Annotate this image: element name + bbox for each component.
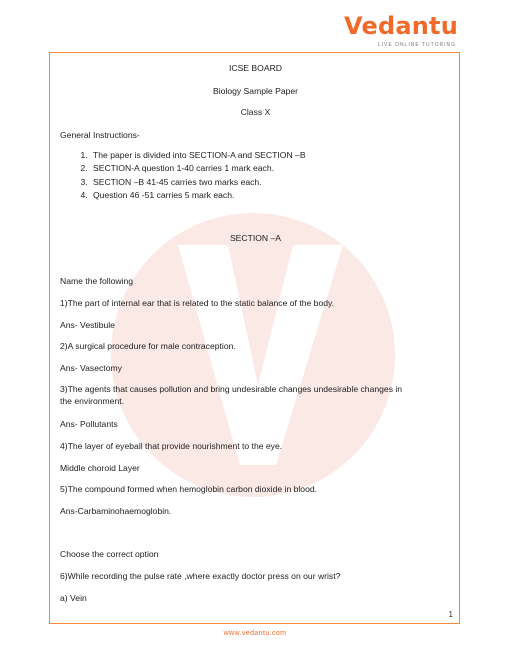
answer-5: Ans-Carbaminohaemoglobin. [60,506,172,516]
logo-text: Vedantu [344,12,458,40]
question-5: 5)The compound formed when hemoglobin carbon dioxide in blood. [60,484,318,494]
page-frame [49,52,460,624]
logo-tagline: LIVE ONLINE TUTORING [377,42,456,48]
question-4: 4)The layer of eyeball that provide nourishment to the eye. [60,441,283,451]
question-3-cont: the environment. [60,396,125,406]
answer-2: Ans- Vasectomy [60,363,122,373]
section-heading: SECTION –A [229,233,282,243]
name-heading: Name the following [60,276,134,286]
option-a: a) Vein [60,593,87,603]
answer-3: Ans- Pollutants [60,419,118,429]
instruction-item: 3. SECTION –B 41-45 carries two marks each. [90,177,306,188]
question-1: 1)The part of internal ear that is related to the static balance of the body. [60,298,335,308]
page-number: 1 [448,610,453,619]
instruction-item: 1. The paper is divided into SECTION-A and SECTION –B [90,150,306,161]
answer-1: Ans- Vestibule [60,320,115,330]
board-title: ICSE BOARD [228,63,282,73]
question-2: 2)A surgical procedure for male contraception. [60,341,236,351]
class-title: Class X [240,107,271,117]
answer-4: Middle choroid Layer [60,463,140,473]
question-3: 3)The agents that causes pollution and bring undesirable changes undesirable changes in [60,384,403,394]
question-6: 6)While recording the pulse rate ,where exactly doctor press on our wrist? [60,571,341,581]
paper-title: Biology Sample Paper [212,86,299,96]
vedantu-logo [328,12,458,48]
instruction-item: 2. SECTION-A question 1-40 carries 1 mark each. [90,163,306,174]
instructions-heading: General Instructions- [60,130,140,140]
footer-link[interactable]: www.vedantu.com [223,630,287,637]
choose-heading: Choose the correct option [60,549,159,559]
instructions-list [60,150,306,203]
instruction-item: 4. Question 46 -51 carries 5 mark each. [90,190,306,201]
